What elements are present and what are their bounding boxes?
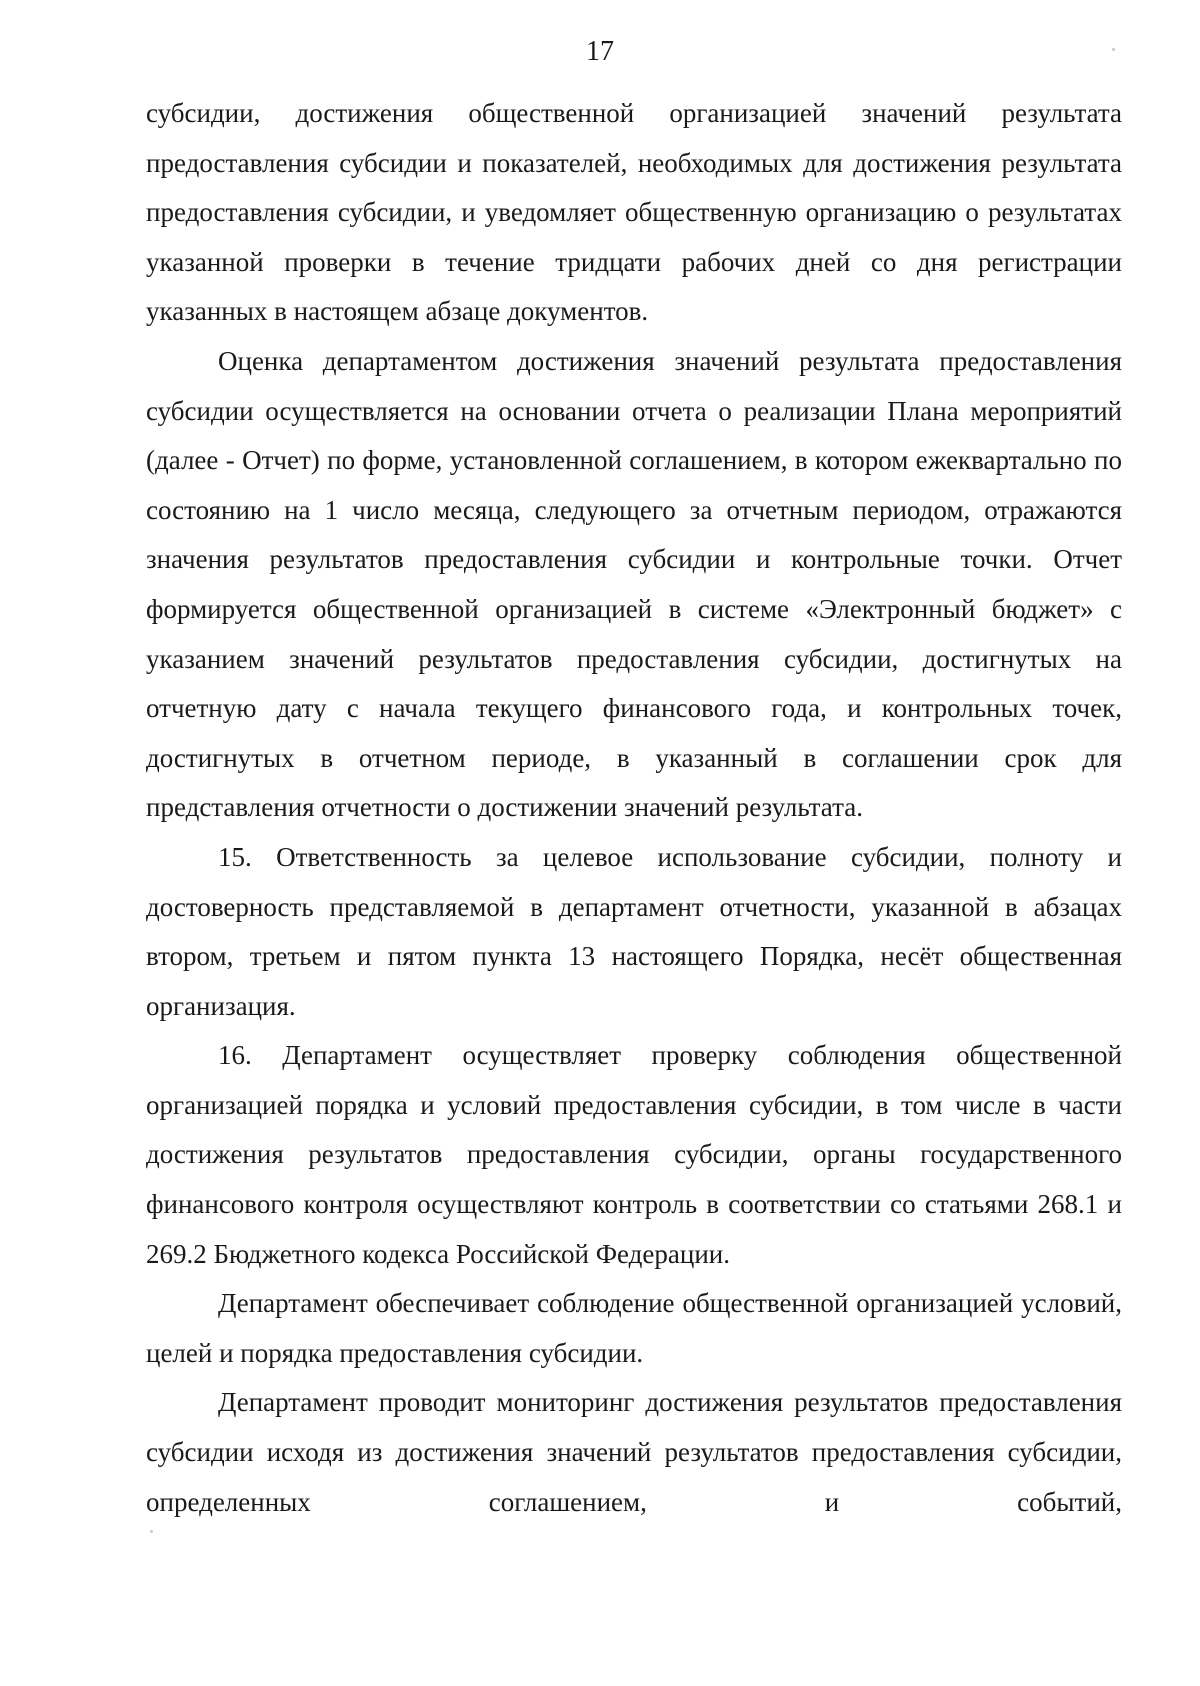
document-body [146,89,1122,1527]
paragraph-compliance: Департамент обеспечивает соблюдение общественной организацией условий, целей и порядка предоставления субсидии. [146,1288,1122,1368]
paragraph-monitoring: Департамент проводит мониторинг достижения результатов предоставления субсидии исходя из достижения значений результатов предоставления субсидии, определенных соглашением, и событий, [146,1387,1122,1517]
scan-artifact-dot [150,1530,153,1533]
paragraph-item-15: 15. Ответственность за целевое использование субсидии, полноту и достоверность представляемой в департамент отчетности, указанной в абзацах втором, третьем и пятом пункта 13 настоящего Порядка, несёт общественная организация. [146,841,1122,1021]
paragraph-continuation: субсидии, достижения общественной организацией значений результата предоставления субсидии и показателей, необходимых для достижения результата предоставления субсидии, и уведомляет общественную организацию о результатах указанной проверки в течение тридцати рабочих дней со дня регистрации указанных в настоящем абзаце документов. [146,98,1122,327]
page-number: 17 [586,36,614,67]
paragraph-item-16: 16. Департамент осуществляет проверку соблюдения общественной организацией порядка и условий предоставления субсидии, в том числе в части достижения результатов предоставления субсидии, органы государственного финансового контроля осуществляют контроль в соответствии со статьями 268.1 и 269.2 Бюджетного кодекса Российской Федерации. [146,1040,1122,1269]
paragraph-assessment: Оценка департаментом достижения значений результата предоставления субсидии осуществляется на основании отчета о реализации Плана мероприятий (далее - Отчет) по форме, установленной соглашением, в котором ежеквартально по состоянию на 1 число месяца, следующего за отчетным периодом, отражаются значения результатов предоставления субсидии и контрольные точки. Отчет формируется общественной организацией в системе «Электронный бюджет» с указанием значений результатов предоставления субсидии, достигнутых на отчетную дату с начала текущего финансового года, и контрольных точек, достигнутых в отчетном периоде, в указанный в соглашении срок для представления отчетности о достижении значений результата. [146,345,1122,823]
scan-artifact-dot [1112,48,1115,51]
